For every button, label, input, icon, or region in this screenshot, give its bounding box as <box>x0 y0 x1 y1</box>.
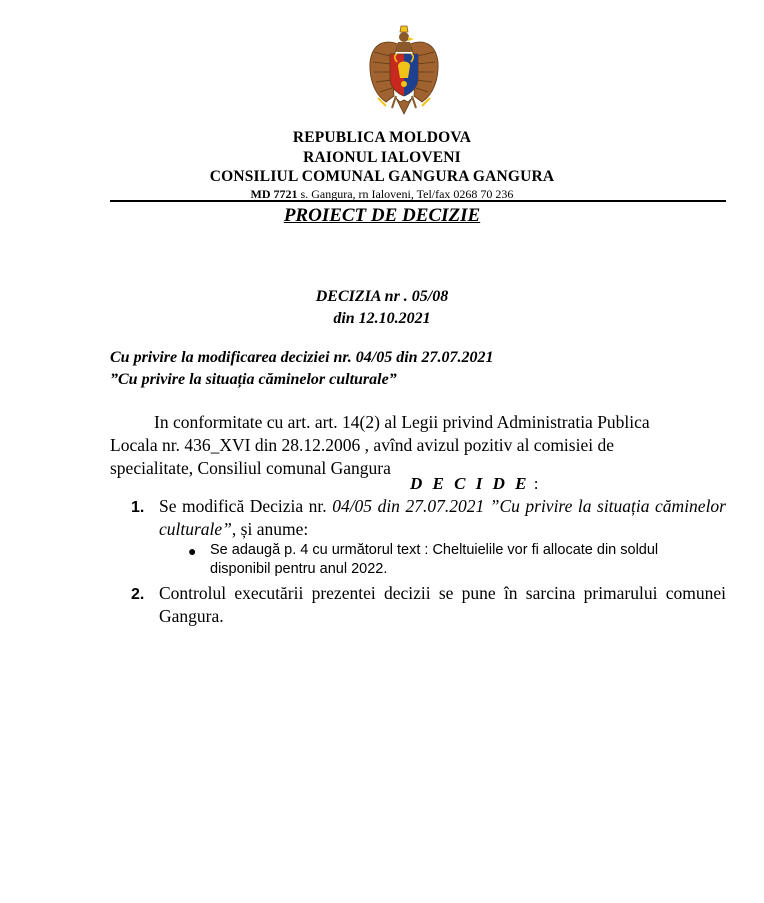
decision-date: din 12.10.2021 <box>333 310 431 327</box>
item-2-number: 2. <box>131 586 145 603</box>
header-country: REPUBLICA MOLDOVA <box>292 129 472 146</box>
item-1-suffix: , și anume: <box>231 519 309 539</box>
preamble <box>110 411 730 480</box>
item-1-prefix: Se modifică Decizia nr. <box>159 496 333 516</box>
item-1-decision-ref: 04/05 din 27.07.2021 ”Cu privire la situația căminelor culturale” <box>159 496 726 539</box>
decision-number: DECIZIA nr . 05/08 <box>315 288 449 305</box>
preamble-line-3: specialitate, Consiliul comunal Gangura <box>110 458 391 478</box>
proiect-title: PROIECT DE DECIZIE <box>283 205 481 226</box>
item-1-text <box>159 495 726 541</box>
item-1-bullet-text: Se adaugă p. 4 cu următorul text : Cheltuielile vor fi allocate din soldul disponibil pentru anul 2022. <box>210 542 659 577</box>
preamble-line-1: In conformitate cu art. art. 14(2) al Legii privind Administratia Publica <box>154 412 650 432</box>
address-postal-code: MD 7721 <box>250 187 298 201</box>
subject-line-2: ”Cu privire la situația căminelor culturale” <box>110 371 397 388</box>
item-1-number: 1. <box>131 499 145 516</box>
decide-colon: : <box>529 474 539 493</box>
header-district: RAIONUL IALOVENI <box>303 149 461 166</box>
coat-of-arms <box>364 22 444 126</box>
address-details: s. Gangura, rn Ialoveni, Tel/fax 0268 70 236 <box>297 187 514 201</box>
decide-label: D E C I D E <box>410 474 530 493</box>
decide-heading <box>410 474 538 494</box>
preamble-line-2: Locala nr. 436_XVI din 28.12.2006 , avînd avizul pozitiv al comisiei de <box>110 435 614 455</box>
header-divider <box>110 200 726 202</box>
item-2-text: Controlul executării prezentei decizii se pune în sarcina primarului comunei Gangura. <box>159 583 726 626</box>
header-council: CONSILIUL COMUNAL GANGURA GANGURA <box>209 168 555 185</box>
bullet-dot: ● <box>188 545 197 560</box>
subject-line-1: Cu privire la modificarea deciziei nr. 04/05 din 27.07.2021 <box>110 349 494 366</box>
